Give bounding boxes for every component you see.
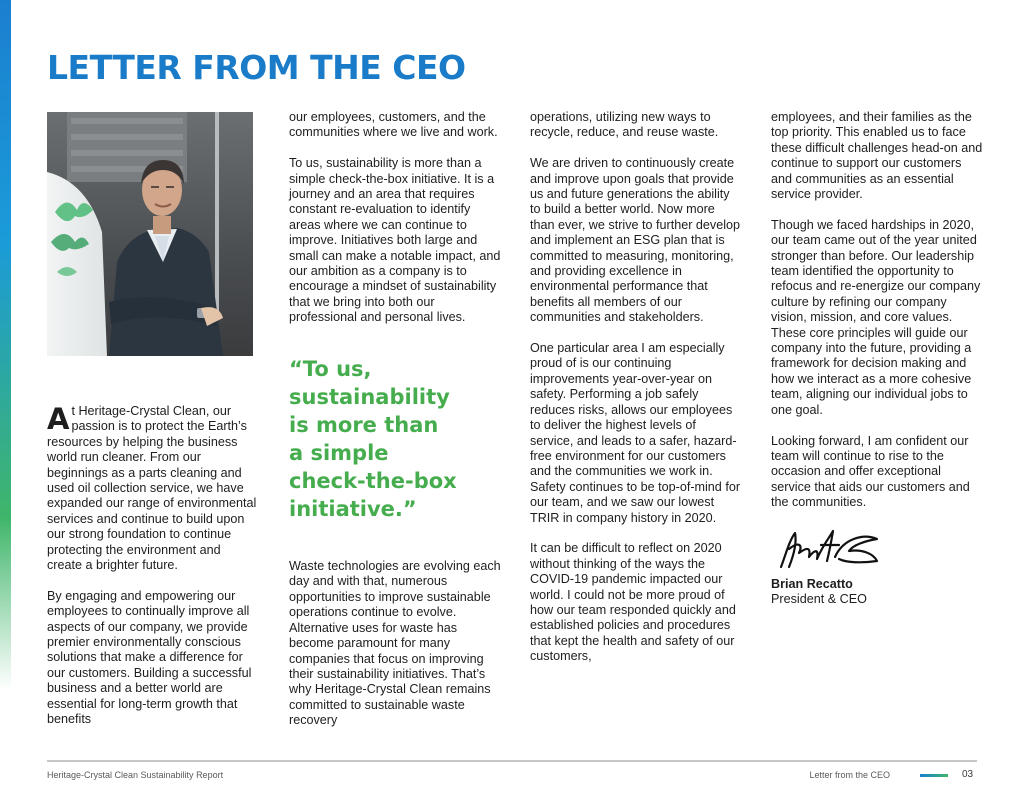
paragraph: By engaging and empowering our employees to continually improve all aspects of our company, we provide premier environmentally conscious solutions that make a difference for our customers. Building a successful business and a better world are essential for long-term growth that benefits (47, 588, 252, 727)
pull-quote: “To us, sustainability is more than a simple check-the-box initiative.” (289, 357, 457, 522)
footer-gradient-bar (920, 774, 948, 777)
page-number: 03 (962, 769, 974, 780)
paragraph: One particular area I am especially proud of is our continuing improvements year-over-year on safety. Performing a job safely reduces risks, allows our employees to deliver the highest levels of service, and leads to a safer, hazard-free environment for our customers and the communities we work in. Safety continues to be top-of-mind for our team, and we saw our lowest TRIR in company history in 2020. (530, 341, 741, 525)
paragraph: employees, and their families as the top priority. This enabled us to face these difficult challenges head-on and continue to support our customers and communities as an essential service provider. (771, 110, 983, 202)
intro-text: t Heritage-Crystal Clean, our passion is to protect the Earth’s resources by helping the business world run cleaner. From our beginnings as a parts cleaning and used oil collection service, we have expanded our range of environmental services and continue to build upon our strong foundation to continue protecting the environment and create a brighter future. (47, 404, 257, 573)
dropcap-letter: A (47, 402, 70, 436)
paragraph: We are driven to continuously create and improve upon goals that provide us and future generations the ability to build a better world. Now more than ever, we strive to further develop and implement an ESG plan that is committed to measuring, monitoring, and providing excellence in environmental performance that benefits all members of our communities and stakeholders. (530, 156, 741, 325)
column-1 (47, 404, 257, 743)
ceo-photo (47, 112, 253, 356)
paragraph: Looking forward, I am confident our team will continue to rise to the occasion and offer exceptional service that aids our customers and the communities. (771, 433, 970, 510)
intro-paragraph (47, 404, 257, 573)
column-2 (289, 110, 501, 744)
page-title: LETTER FROM THE CEO (47, 48, 466, 87)
signer-name: Brian Recatto (771, 576, 853, 591)
footer-report-title: Heritage-Crystal Clean Sustainability Report (47, 770, 224, 780)
column-4 (771, 110, 983, 607)
paragraph: Though we faced hardships in 2020, our team came out of the year united stronger than before. Our leadership team identified the opportunity to refocus and re-energize our company culture by refining our company vision, mission, and core values. These core principles will guide our company into the future, providing a framework for decision making and how we interact as a more cohesive team, aligning our individual jobs to one goal. (771, 217, 981, 417)
signer-title: President & CEO (771, 591, 867, 606)
paragraph: Waste technologies are evolving each day and with that, numerous opportunities to improve sustainable operations continue to evolve. Alternative uses for waste has become paramount for many companies that focus on improving their sustainability initiatives. That’s why Heritage-Crystal Clean remains committed to sustainable waste recovery (289, 559, 501, 728)
paragraph: It can be difficult to reflect on 2020 without thinking of the ways the COVID-19 pandemic impacted our world. I could not be more proud of how our team responded quickly and established policies and procedures that kept the health and safety of our customers, (530, 541, 736, 664)
column-3 (530, 110, 742, 680)
footer-rule (47, 760, 977, 762)
footer-section-label: Letter from the CEO (809, 770, 890, 780)
paragraph: our employees, customers, and the communities where we live and work. (289, 110, 498, 140)
paragraph: operations, utilizing new ways to recycle, reduce, and reuse waste. (530, 110, 719, 140)
paragraph: To us, sustainability is more than a simple check-the-box initiative. It is a journey and an area that requires constant re-evaluation to identify areas where we can continue to improve. Initiatives both large and small can make a notable impact, and our ambition as a company is to encourage a mindset of sustainability that we bring into both our professional and personal lives. (289, 156, 501, 325)
signature-image (773, 527, 883, 575)
left-gradient-bar (0, 0, 11, 690)
